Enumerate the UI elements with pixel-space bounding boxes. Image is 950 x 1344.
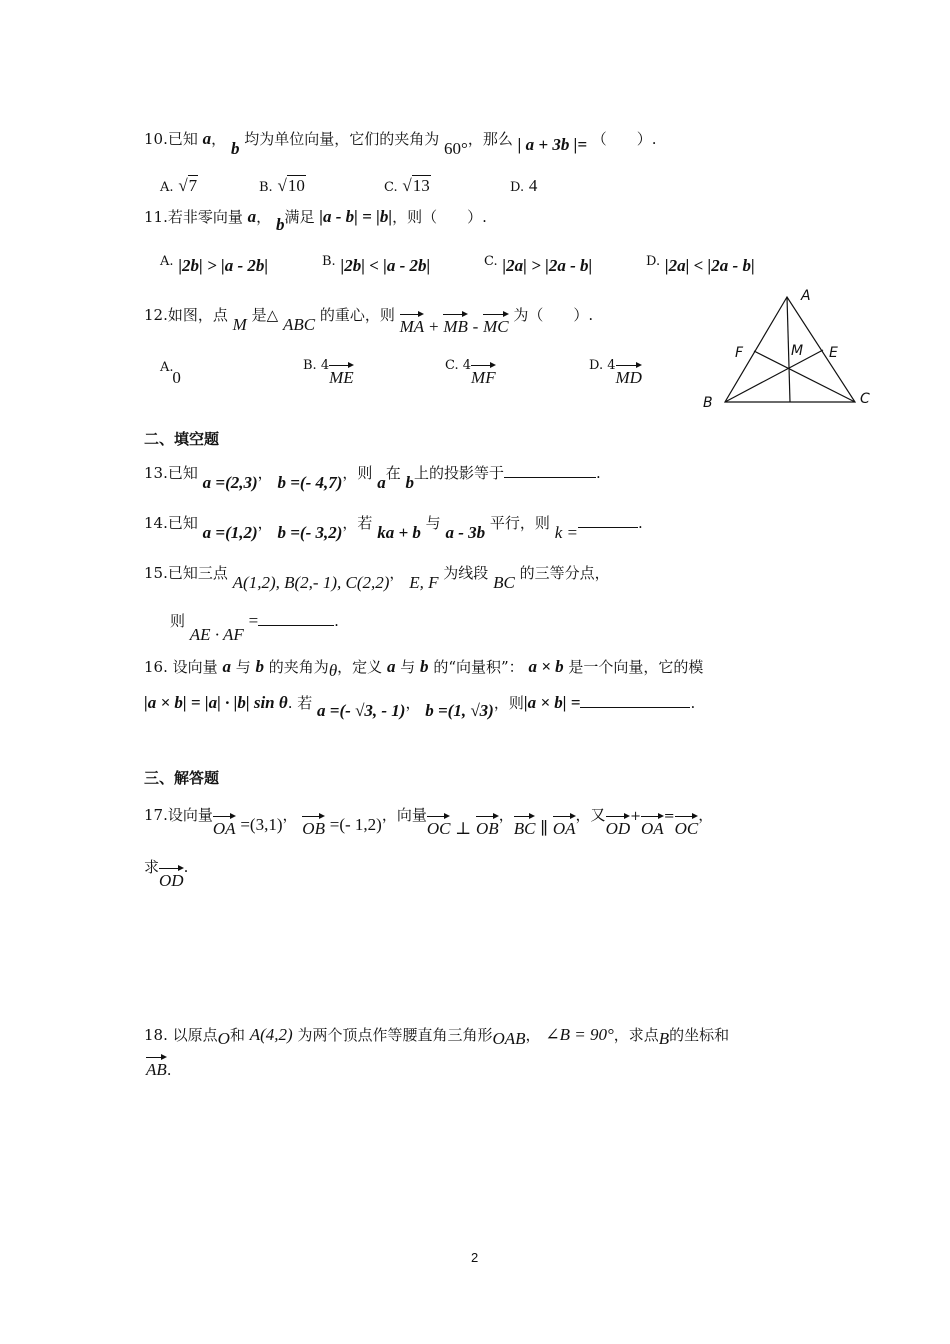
- question-15: 15.已知三点 A(1,2), B(2,- 1), C(2,2)， E, F 为线段 BC 的三等分点，: [144, 564, 610, 592]
- q15-answer-blank[interactable]: [258, 625, 334, 626]
- question-15-line2: 则 AE · AF = .: [170, 611, 339, 644]
- label-b: B: [703, 395, 713, 410]
- q10-option-d: D. 4: [510, 176, 538, 195]
- question-11: 11.若非零向量 a， b满足 |a - b| = |b|，则（ ）.: [144, 207, 487, 234]
- question-18-line2: AB.: [146, 1060, 172, 1079]
- question-13: 13.已知 a =(2,3)， b =(- 4,7)，则 a在 b上的投影等于 .: [144, 464, 601, 492]
- q10-option-b: B. √10: [259, 176, 305, 195]
- section-answer-title: 三、解答题: [144, 769, 220, 787]
- page-number: 2: [471, 1250, 479, 1265]
- q10-option-c: C. √13: [384, 176, 430, 195]
- q12-option-a: A. 0: [160, 360, 181, 387]
- label-a: A: [801, 288, 811, 304]
- question-16: 16. 设向量 a 与 b 的夹角为θ，定义 a 与 b 的“向量积”： a × b 是一个向量，它的模: [144, 657, 704, 680]
- q11-option-c: C. |2a| > |2a - b|: [484, 254, 593, 275]
- question-12: 12.如图，点 M 是△ ABC 的重心，则 MA + MB - MC 为（ ）.: [144, 306, 594, 336]
- question-16-line2: |a × b| = |a| · |b| sin θ. 若 a =(- √3, - 1)， b =(1, √3)，则|a × b| = .: [144, 693, 696, 720]
- question-10: 10.已知 a， b 均为单位向量，它们的夹角为 60°，那么 | a + 3b |= （ ）.: [144, 129, 657, 158]
- q12-option-c: C. 4MF: [445, 358, 496, 387]
- q16-answer-blank[interactable]: [580, 707, 690, 708]
- median-ad: [787, 297, 790, 402]
- triangle-figure: [695, 285, 885, 410]
- q11-option-d: D. |2a| < |2a - b|: [646, 254, 755, 275]
- question-17: 17.设向量OA =(3,1)， OB =(- 1,2)，向量OC ⊥ OB，BC ∥ OA，又OD+OA=OC，: [144, 806, 714, 838]
- question-18: 18. 以原点O和 A(4,2) 为两个顶点作等腰直角三角形OAB， ∠B = 90°，求点B的坐标和: [144, 1025, 730, 1048]
- q10-option-a: A. √7: [160, 176, 198, 195]
- label-m: M: [791, 343, 804, 359]
- q11-option-b: B. |2b| < |a - 2b|: [322, 254, 431, 275]
- q14-answer-blank[interactable]: [578, 527, 638, 528]
- q11-option-a: A. |2b| > |a - 2b|: [160, 254, 269, 275]
- label-f: F: [735, 345, 744, 361]
- label-e: E: [829, 345, 838, 361]
- label-c: C: [860, 391, 870, 407]
- question-17-line2: 求OD.: [144, 858, 189, 890]
- q12-option-d: D. 4MD: [589, 358, 642, 387]
- q13-answer-blank[interactable]: [504, 477, 596, 478]
- section-fill-title: 二、填空题: [144, 430, 220, 448]
- question-14: 14.已知 a =(1,2)， b =(- 3,2)，若 ka + b 与 a - 3b 平行，则 k = .: [144, 514, 643, 542]
- q12-option-b: B. 4ME: [303, 358, 354, 387]
- median-cf: [754, 351, 855, 402]
